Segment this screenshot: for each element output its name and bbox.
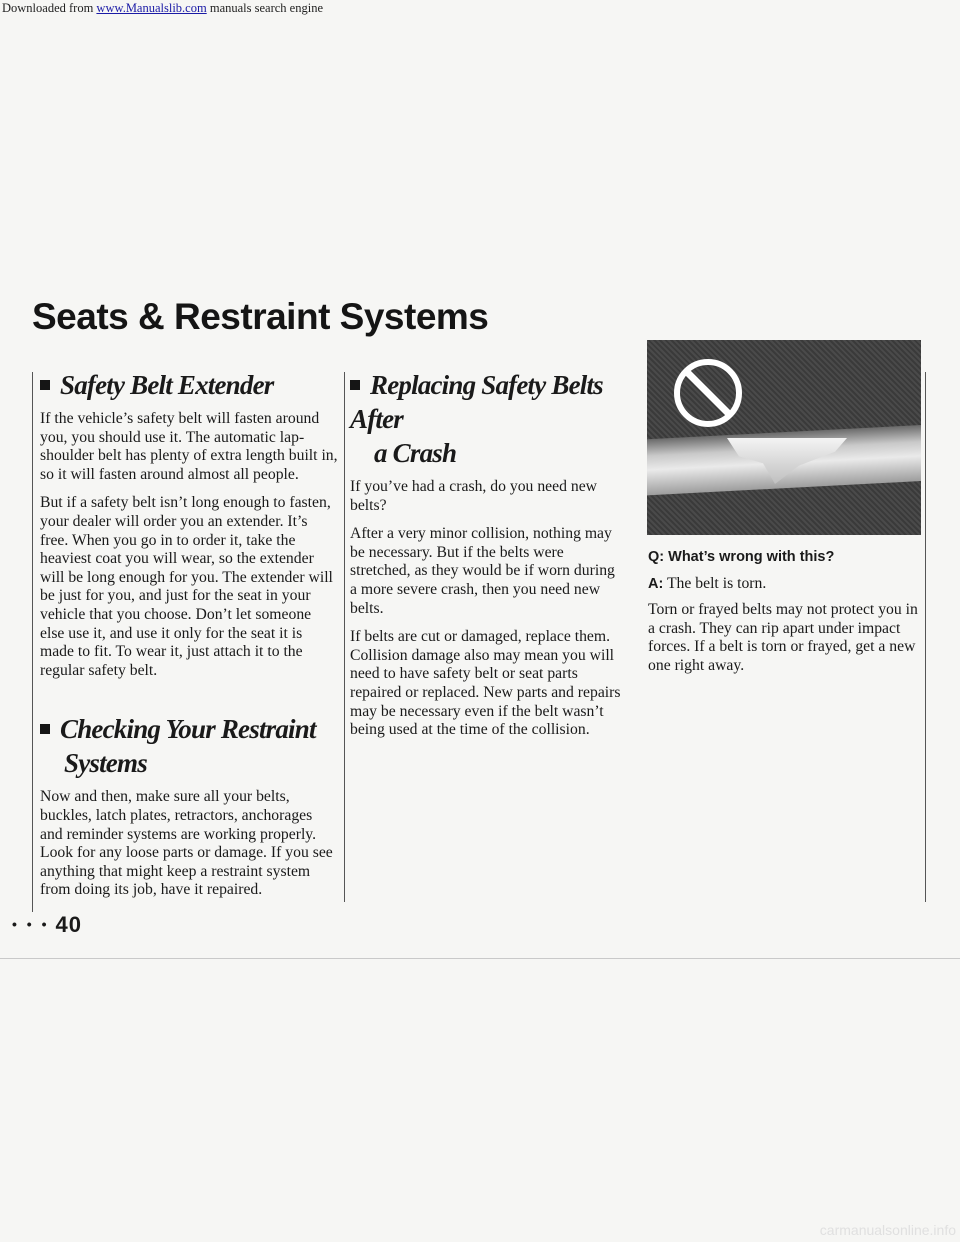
download-source-bar: [0, 0, 960, 18]
qa-block: [648, 548, 923, 684]
paragraph: But if a safety belt isn’t long enough to fasten, your dealer will order you an extender. It’s free. When you go in to order it, take the heaviest coat you will wear, so the extender will be long enough for you. The extender will be just for you, and just for the seat in your vehicle that you choose. Don’t let someone else use it, and use it only for the seat it is made to fit. To wear it, just attach it to the regular safety belt.: [40, 494, 333, 679]
page-number: [12, 912, 82, 938]
paragraph: If belts are cut or damaged, replace them. Collision damage also may mean you will need to have safety belt or seat parts repaired or replaced. New parts and repairs may be necessary even if the belt wasn’t being used at the time of the collision.: [350, 628, 621, 739]
page-number-dots: • • •: [12, 916, 50, 932]
page-number-value: 40: [55, 912, 82, 937]
torn-belt-photo: [647, 340, 921, 535]
column-middle: [350, 368, 622, 750]
column-left: [40, 368, 338, 910]
page-edge-line: [0, 958, 960, 959]
paragraph: Now and then, make sure all your belts, buckles, latch plates, retractors, anchorages and reminder systems are working properly. Look for any loose parts or damage. If you see anything that might keep a restraint system from doing its job, have it repaired.: [40, 788, 333, 899]
bullet-icon: [40, 380, 50, 390]
bullet-icon: [40, 724, 50, 734]
section-heading-replacing-belts: Replacing Safety Belts After a Crash: [350, 370, 603, 468]
paragraph: If the vehicle’s safety belt will fasten around you, you should use it. The automatic lap-shoulder belt has plenty of extra length built in, so it will fasten around almost all people.: [40, 410, 338, 483]
prohibition-icon: [673, 358, 743, 428]
watermark: carmanualsonline.info: [819, 1222, 956, 1238]
column-rule-left: [32, 372, 33, 912]
source-suffix: manuals search engine: [206, 1, 323, 15]
answer-text: The belt is torn.: [663, 574, 767, 592]
paragraph: Torn or frayed belts may not protect you in a crash. They can rip apart under impact forces. If a belt is torn or frayed, get a new one right away.: [648, 601, 918, 674]
answer-label: A:: [648, 575, 664, 592]
source-prefix: Downloaded from: [2, 1, 97, 15]
page-title: Seats & Restraint Systems: [32, 296, 489, 337]
bullet-icon: [350, 380, 360, 390]
question: Q: What’s wrong with this?: [648, 549, 835, 565]
section-heading-checking-restraints: Checking Your Restraint Systems: [40, 712, 338, 780]
answer: [648, 575, 923, 594]
column-rule-right: [925, 372, 926, 902]
manualslib-link[interactable]: www.Manualslib.com: [96, 1, 207, 15]
paragraph: If you’ve had a crash, do you need new belts?: [350, 478, 597, 514]
paragraph: After a very minor collision, nothing may be necessary. But if the belts were stretched, as they would be if worn during a more severe crash, then you need new belts.: [350, 525, 615, 617]
column-rule-middle: [344, 372, 345, 902]
section-heading-belt-extender: Safety Belt Extender: [40, 368, 338, 402]
